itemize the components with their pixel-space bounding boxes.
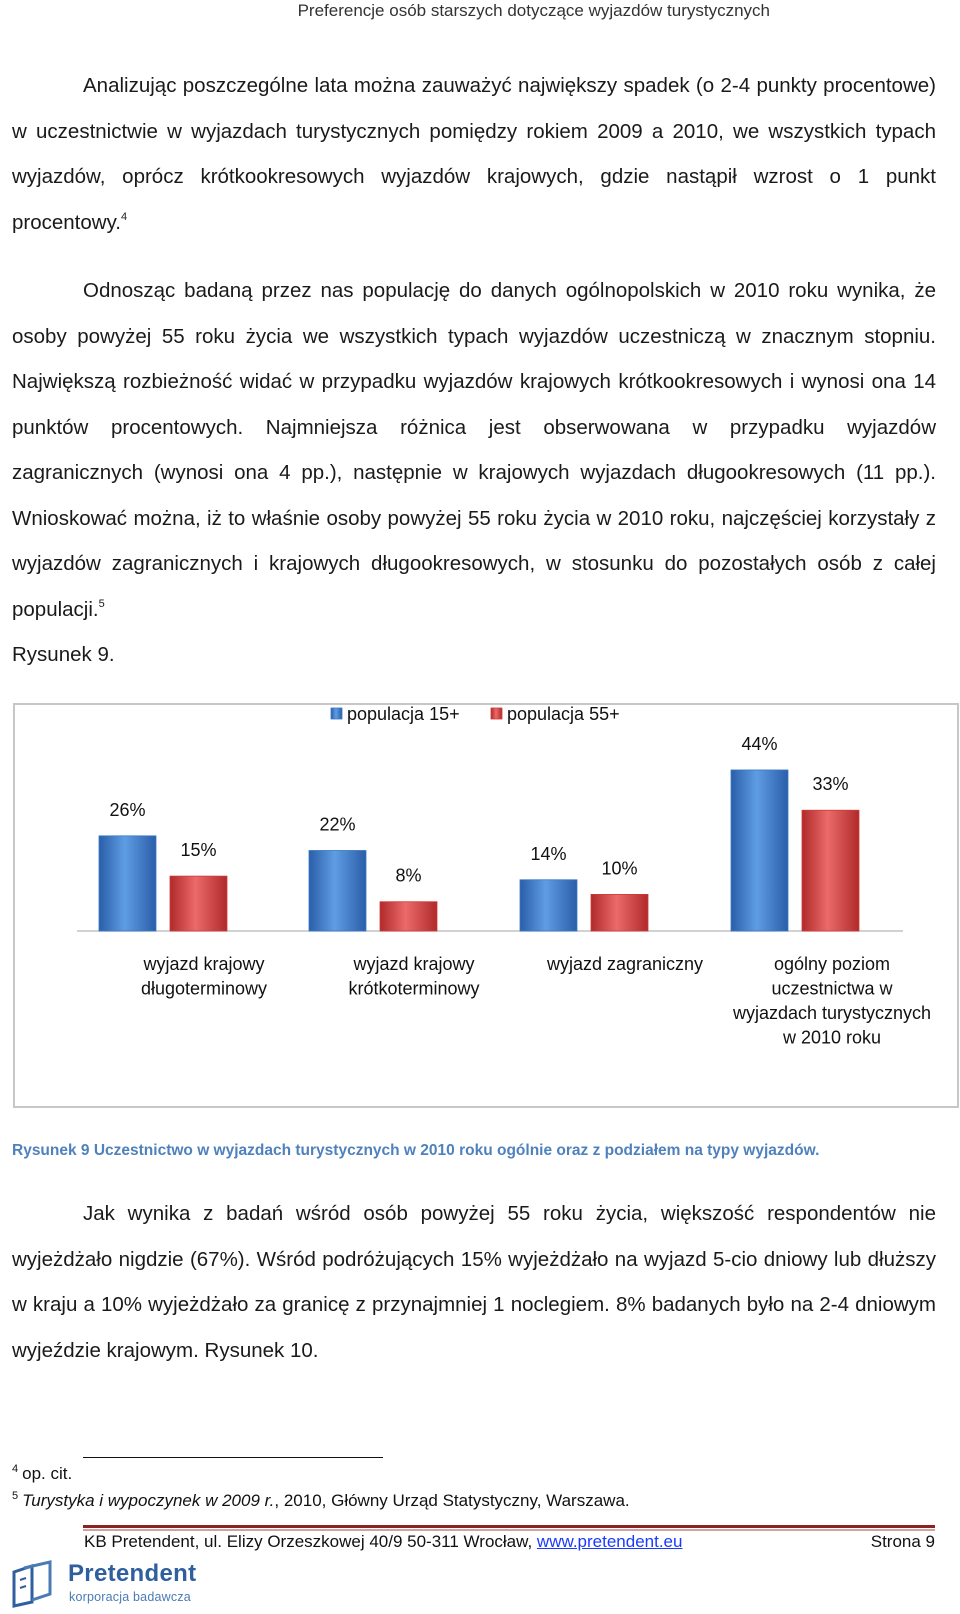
- bar-series1-2: [309, 850, 366, 931]
- footnote-5-title: Turystyka i wypoczynek w 2009 r.: [22, 1491, 275, 1510]
- paragraph-1: [12, 63, 936, 245]
- footnote-5: [12, 1490, 630, 1511]
- paragraph-3-text: Jak wynika z badań wśród osób powyżej 55 roku życia, większość respondentów nie wyjeżdżało nigdzie (67%). Wśród podróżujących 15% wyjeżdżało na wyjazd 5-cio dniowy lub dłuższy w kraju a 10% wyjeżdżało za granicę z przynajmniej 1 noclegiem. 8% badanych było na 2-4 dniowym wyjeździe krajowym. Rysunek 10.: [12, 1202, 936, 1362]
- data-label-series1-3: 14%: [530, 843, 567, 864]
- footer-address: KB Pretendent, ul. Elizy Orzeszkowej 40/9 50-311 Wrocław,: [84, 1532, 537, 1551]
- bar-chart-svg: [15, 705, 957, 1106]
- logo-tagline: korporacja badawcza: [69, 1590, 191, 1604]
- company-logo: [10, 1560, 210, 1610]
- running-header: Preferencje osób starszych dotyczące wyjazdów turystycznych: [297, 1, 770, 20]
- footnote-ref-5[interactable]: 5: [98, 597, 105, 610]
- bar-chart: [13, 703, 959, 1108]
- legend-swatch-2: [491, 708, 502, 719]
- data-label-series2-2: 8%: [395, 865, 422, 886]
- category-label-2-line-2: krótkoterminowy: [348, 978, 480, 999]
- figure-reference: Rysunek 9.: [12, 643, 115, 666]
- bar-series1-1: [99, 836, 156, 931]
- legend-label-1: populacja 15+: [347, 705, 460, 724]
- bar-series2-2: [380, 902, 437, 931]
- logo-mark-icon: [10, 1560, 58, 1608]
- bar-series2-3: [591, 894, 648, 931]
- paragraph-1-text: Analizując poszczególne lata można zauważyć największy spadek (o 2-4 punkty procentowe) w uczestnictwie w wyjazdach turystycznych pomiędzy rokiem 2009 a 2010, we wszystkich typach wyjazdów, oprócz krótkookresowych wyjazdów krajowych, gdzie nastąpił wzrost o 1 punkt procentowy.: [12, 74, 936, 234]
- data-label-series2-1: 15%: [180, 840, 217, 861]
- footer-website-link[interactable]: www.pretendent.eu: [536, 1532, 683, 1551]
- data-label-series1-2: 22%: [319, 814, 356, 835]
- footnote-4-text: op. cit.: [22, 1464, 73, 1483]
- category-label-4-line-4: w 2010 roku: [782, 1027, 882, 1048]
- data-label-series2-3: 10%: [601, 858, 638, 879]
- category-label-4-line-2: uczestnictwa w: [771, 978, 893, 999]
- data-label-series1-4: 44%: [741, 733, 778, 754]
- page-number: Strona 9: [870, 1532, 935, 1551]
- bar-series2-4: [802, 810, 859, 931]
- footnote-4: [12, 1463, 72, 1484]
- page-footer: [84, 1532, 935, 1552]
- footer-rule-light: [83, 1529, 935, 1531]
- paragraph-2-text: Odnosząc badaną przez nas populację do danych ogólnopolskich w 2010 roku wynika, że osoby powyżej 55 roku życia we wszystkich typach wyjazdów uczestniczą w znacznym stopniu. Największą rozbieżność widać w przypadku wyjazdów krajowych krótkookresowych i wynosi ona 14 punktów procentowych. Najmniejsza różnica jest obserwowana w przypadku wyjazdów zagranicznych (wynosi ona 4 pp.), następnie w krajowych wyjazdach długookresowych (11 pp.). Wnioskować można, iż to właśnie osoby powyżej 55 roku życia w 2010 roku, najczęściej korzystały z wyjazdów zagranicznych i krajowych długookresowych, w stosunku do pozostałych osób z całej populacji.: [12, 279, 936, 621]
- footnote-5-number: 5: [12, 1490, 19, 1502]
- category-label-1-line-2: długoterminowy: [140, 978, 268, 999]
- footnote-5-text: , 2010, Główny Urząd Statystyczny, Warszawa.: [274, 1491, 630, 1510]
- legend-label-2: populacja 55+: [507, 705, 620, 724]
- footnote-ref-4[interactable]: 4: [121, 210, 128, 223]
- category-label-3-line-1: wyjazd zagraniczny: [546, 954, 704, 974]
- logo-name: Pretendent: [68, 1560, 197, 1587]
- data-label-series2-4: 33%: [812, 774, 849, 795]
- footer-rule: [83, 1525, 935, 1528]
- bar-series2-1: [170, 876, 227, 931]
- category-label-4-line-3: wyjazdach turystycznych: [732, 1003, 932, 1023]
- footnote-4-number: 4: [12, 1463, 19, 1475]
- category-label-4-line-1: ogólny poziom: [773, 954, 891, 974]
- paragraph-2: [12, 268, 936, 678]
- data-label-series1-1: 26%: [109, 799, 146, 820]
- category-label-2-line-1: wyjazd krajowy: [353, 954, 475, 974]
- paragraph-3: [12, 1191, 936, 1373]
- bar-series1-3: [520, 880, 577, 931]
- category-label-1-line-1: wyjazd krajowy: [143, 954, 265, 974]
- footnote-separator: [83, 1457, 383, 1458]
- bar-series1-4: [731, 770, 788, 931]
- legend-swatch-1: [331, 708, 342, 719]
- figure-caption: Rysunek 9 Uczestnictwo w wyjazdach turystycznych w 2010 roku ogólnie oraz z podziałem na typy wyjazdów.: [12, 1142, 820, 1159]
